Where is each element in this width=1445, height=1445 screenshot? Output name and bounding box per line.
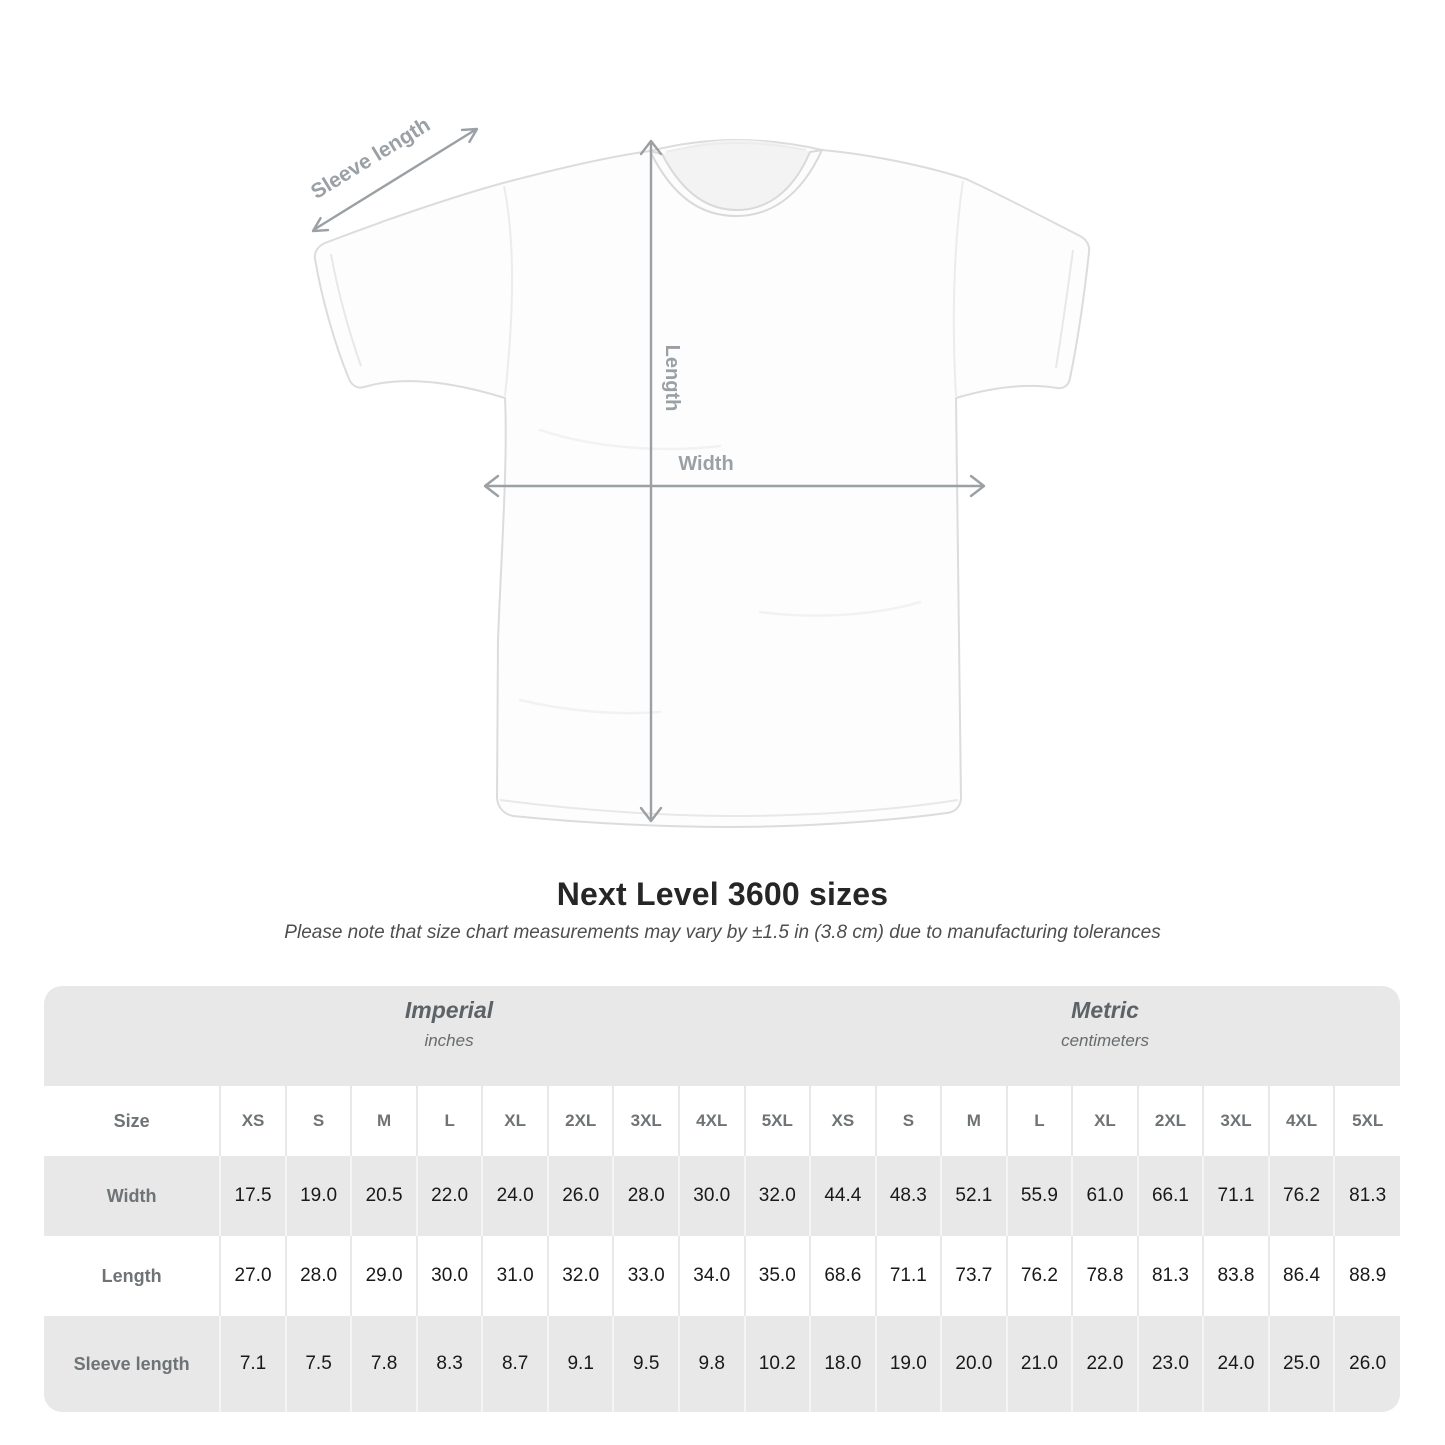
size-column-label: Size <box>113 1110 150 1131</box>
value-cell: 76.2 <box>1007 1236 1073 1316</box>
size-cell: L <box>1007 1086 1073 1156</box>
value-cell: 30.0 <box>417 1236 483 1316</box>
sleeve-length-label: Sleeve length <box>306 113 435 204</box>
value-cell: 78.8 <box>1072 1236 1138 1316</box>
value-cell: 26.0 <box>1334 1316 1400 1412</box>
value-cell: 17.5 <box>220 1156 286 1236</box>
value-cell: 9.1 <box>548 1316 614 1412</box>
value-cell: 8.3 <box>417 1316 483 1412</box>
value-cell: 20.5 <box>351 1156 417 1236</box>
value-cell: 88.9 <box>1334 1236 1400 1316</box>
size-cell: S <box>876 1086 942 1156</box>
value-cell: 22.0 <box>417 1156 483 1236</box>
size-cell: XS <box>220 1086 286 1156</box>
value-cell: 25.0 <box>1269 1316 1335 1412</box>
value-cell: 71.1 <box>1203 1156 1269 1236</box>
value-cell: 55.9 <box>1007 1156 1073 1236</box>
value-cell: 24.0 <box>1203 1316 1269 1412</box>
value-cell: 33.0 <box>613 1236 679 1316</box>
value-cell: 61.0 <box>1072 1156 1138 1236</box>
chart-subtitle: Please note that size chart measurements may vary by ±1.5 in (3.8 cm) due to manufacturing tolerances <box>284 922 1161 943</box>
size-cell: 5XL <box>1334 1086 1400 1156</box>
value-cell: 26.0 <box>548 1156 614 1236</box>
tshirt-body <box>315 140 1089 827</box>
value-cell: 68.6 <box>810 1236 876 1316</box>
value-cell: 81.3 <box>1334 1156 1400 1236</box>
value-cell: 7.5 <box>286 1316 352 1412</box>
value-cell: 35.0 <box>745 1236 811 1316</box>
row-label: Width <box>106 1185 157 1206</box>
value-cell: 29.0 <box>351 1236 417 1316</box>
tshirt-graphic <box>315 140 1089 827</box>
value-cell: 48.3 <box>876 1156 942 1236</box>
value-cell: 9.5 <box>613 1316 679 1412</box>
size-cell: 5XL <box>745 1086 811 1156</box>
size-cell: 4XL <box>679 1086 745 1156</box>
size-cell: XS <box>810 1086 876 1156</box>
unit-header-row <box>44 986 1400 1086</box>
value-cell: 19.0 <box>876 1316 942 1412</box>
value-cell: 8.7 <box>482 1316 548 1412</box>
row-label: Sleeve length <box>73 1353 190 1374</box>
value-cell: 22.0 <box>1072 1316 1138 1412</box>
value-cell: 24.0 <box>482 1156 548 1236</box>
unit-name: Metric <box>1071 997 1139 1023</box>
size-cell: 3XL <box>613 1086 679 1156</box>
value-cell: 10.2 <box>745 1316 811 1412</box>
value-cell: 7.8 <box>351 1316 417 1412</box>
unit-sublabel: inches <box>424 1031 474 1050</box>
size-table-container <box>44 986 1400 1412</box>
table-row <box>44 1316 1400 1412</box>
table-row <box>44 1236 1400 1316</box>
value-cell: 86.4 <box>1269 1236 1335 1316</box>
row-label: Length <box>101 1265 162 1286</box>
value-cell: 83.8 <box>1203 1236 1269 1316</box>
size-cell: XL <box>482 1086 548 1156</box>
width-label: Width <box>678 453 734 475</box>
value-cell: 81.3 <box>1138 1236 1204 1316</box>
value-cell: 28.0 <box>613 1156 679 1236</box>
value-cell: 34.0 <box>679 1236 745 1316</box>
size-header-row <box>44 1086 1400 1156</box>
value-cell: 9.8 <box>679 1316 745 1412</box>
length-label: Length <box>661 344 683 412</box>
unit-header-metric <box>810 986 1400 1086</box>
value-cell: 31.0 <box>482 1236 548 1316</box>
value-cell: 66.1 <box>1138 1156 1204 1236</box>
size-cell: L <box>417 1086 483 1156</box>
value-cell: 7.1 <box>220 1316 286 1412</box>
value-cell: 44.4 <box>810 1156 876 1236</box>
size-cell: M <box>351 1086 417 1156</box>
unit-name: Imperial <box>404 997 494 1023</box>
value-cell: 52.1 <box>941 1156 1007 1236</box>
size-table <box>44 986 1400 1412</box>
value-cell: 20.0 <box>941 1316 1007 1412</box>
size-cell: 4XL <box>1269 1086 1335 1156</box>
value-cell: 32.0 <box>745 1156 811 1236</box>
value-cell: 23.0 <box>1138 1316 1204 1412</box>
chart-title: Next Level 3600 sizes <box>556 876 889 912</box>
size-cell: S <box>286 1086 352 1156</box>
value-cell: 76.2 <box>1269 1156 1335 1236</box>
size-cell: M <box>941 1086 1007 1156</box>
size-cell: XL <box>1072 1086 1138 1156</box>
size-cell: 3XL <box>1203 1086 1269 1156</box>
table-row <box>44 1156 1400 1236</box>
value-cell: 19.0 <box>286 1156 352 1236</box>
size-cell: 2XL <box>548 1086 614 1156</box>
value-cell: 30.0 <box>679 1156 745 1236</box>
value-cell: 18.0 <box>810 1316 876 1412</box>
value-cell: 73.7 <box>941 1236 1007 1316</box>
size-cell: 2XL <box>1138 1086 1204 1156</box>
value-cell: 21.0 <box>1007 1316 1073 1412</box>
value-cell: 71.1 <box>876 1236 942 1316</box>
unit-sublabel: centimeters <box>1061 1031 1149 1050</box>
value-cell: 32.0 <box>548 1236 614 1316</box>
value-cell: 28.0 <box>286 1236 352 1316</box>
value-cell: 27.0 <box>220 1236 286 1316</box>
unit-header-imperial <box>44 986 810 1086</box>
